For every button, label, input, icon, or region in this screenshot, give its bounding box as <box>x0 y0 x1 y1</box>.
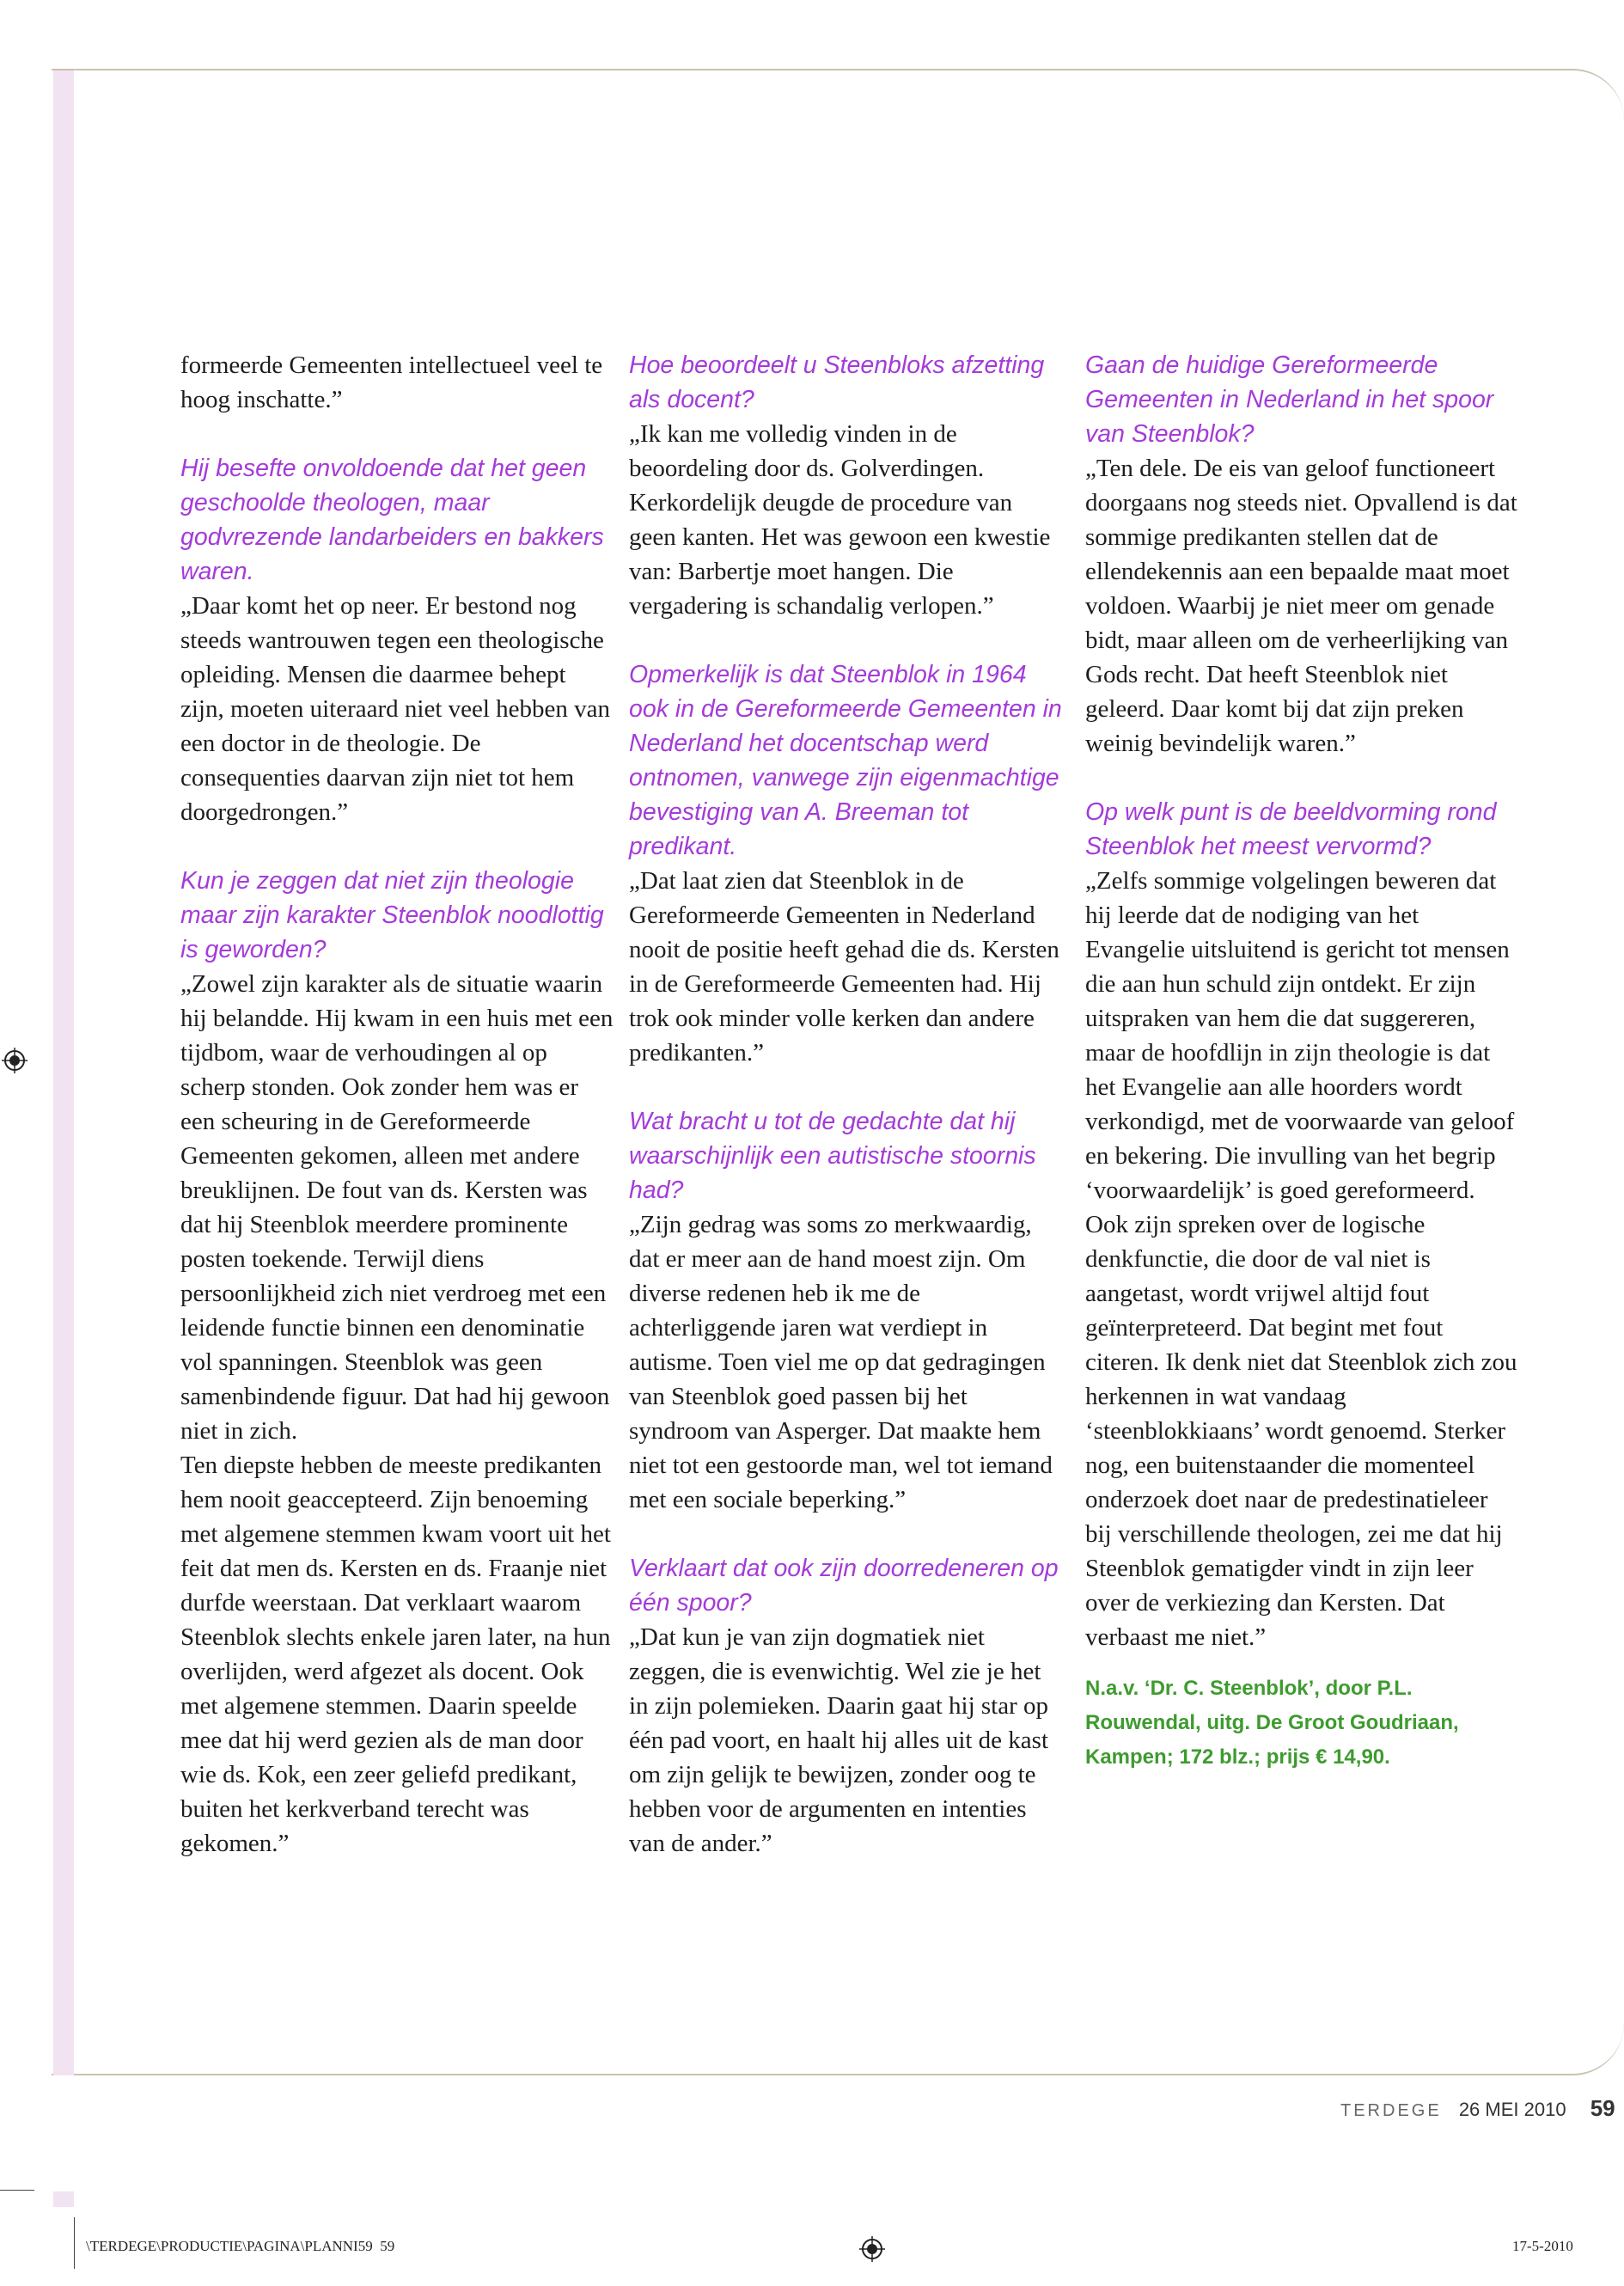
magazine-name: TERDEGE <box>1340 2101 1442 2120</box>
interview-answer: „Zijn gedrag was soms zo merkwaardig, dat er meer aan de hand moest zijn. Om diverse redenen heb ik me de achterliggende jaren wat verdiept in autisme. Toen viel me op dat gedragingen van Steenblok goed passen bij het syndroom van Asperger. Dat maakte hem niet tot een gestoorde man, wel tot iemand met een sociale beperking.” <box>629 1211 1053 1513</box>
registration-mark-icon <box>859 2236 885 2262</box>
slug-file-path: \TERDEGE\PRODUCTIE\PAGINA\PLANNI59 <box>86 2238 373 2254</box>
page-number: 59 <box>1590 2095 1615 2121</box>
stripe-swatch <box>53 2191 74 2207</box>
crop-mark <box>74 2217 75 2269</box>
issue-date: 26 MEI 2010 <box>1458 2099 1566 2120</box>
article-column-1 <box>180 348 614 1895</box>
article-column-2 <box>629 348 1063 1895</box>
print-slug <box>86 2238 394 2255</box>
side-stripe <box>53 70 74 2075</box>
interview-answer: „Dat laat zien dat Steenblok in de Gereformeerde Gemeenten in Nederland nooit de positie heeft gehad die ds. Kersten in de Gereformeerde Gemeenten had. Hij trok ook minder volle kerken dan andere predikanten.” <box>629 867 1059 1067</box>
interview-answer: „Zelfs sommige volgelingen beweren dat hij leerde dat de nodiging van het Evangelie uitsluitend is gericht tot mensen die aan hun schuld zijn ontdekt. Er zijn uitspraken van hem die dat suggereren, maar de hoofdlijn in zijn theologie is dat het Evangelie aan alle hoorders wordt verkondigd, met de voorwaarde van geloof en bekering. Die invulling van het begrip ‘voorwaardelijk’ is goed gereformeerd. Ook zijn spreken over de logische denkfunctie, die door de val niet is aangetast, wordt vrijwel altijd fout geïnterpreteerd. Dat begint met fout citeren. Ik denk niet dat Steenblok zich zou herkennen in wat vandaag ‘steenblokkiaans’ wordt genoemd. Sterker nog, een buitenstaander die momenteel onderzoek doet naar de predestinatieleer bij verschillende theologen, zei me dat hij Steenblok gematigder vindt in zijn leer over de verkiezing dan Kersten. Dat verbaast me niet.” <box>1085 867 1517 1651</box>
interview-question: Op welk punt is de beeldvorming rond Steenblok het meest vervormd? <box>1085 798 1497 860</box>
interview-answer: „Ik kan me volledig vinden in de beoordeling door ds. Golverdingen. Kerkordelijk deugde de procedure van geen kanten. Het was gewoon een kwestie van: Barbertje moet hangen. Die vergadering is schandalig verlopen.” <box>629 420 1051 620</box>
slug-page: 59 <box>380 2238 395 2254</box>
interview-answer: „Dat kun je van zijn dogmatiek niet zeggen, die is evenwichtig. Wel zie je het in zijn polemieken. Daarin gaat hij star op één pad voort, en haalt hij alles uit de kast om zijn gelijk te bewijzen, zonder oog te hebben voor de argumenten en intenties van de ander.” <box>629 1623 1049 1857</box>
registration-mark-icon <box>2 1048 27 1073</box>
interview-answer: „Ten dele. De eis van geloof functioneert doorgaans nog steeds niet. Opvallend is dat sommige predikanten stellen dat de ellendekennis aan een bepaalde maat moet voldoen. Waarbij je niet meer om genade bidt, maar alleen om de verheerlijking van Gods recht. Dat heeft Steenblok niet geleerd. Daar komt bij dat zijn preken weinig bevindelijk waren.” <box>1085 455 1517 757</box>
paragraph: formeerde Gemeenten intellectueel veel te hoog inschatte.” <box>180 351 603 413</box>
interview-answer: „Daar komt het op neer. Er bestond nog steeds wantrouwen tegen een theologische opleiding. Mensen die daarmee behept zijn, moeten uiteraard niet veel hebben van een doctor in de theologie. De consequenties daarvan zijn niet tot hem doorgedrongen.” <box>180 592 611 826</box>
interview-question: Kun je zeggen dat niet zijn theologie maar zijn karakter Steenblok noodlottig is geworden? <box>180 867 604 963</box>
article-column-3 <box>1085 348 1519 1775</box>
interview-question: Opmerkelijk is dat Steenblok in 1964 ook in de Gereformeerde Gemeenten in Nederland het docentschap werd ontnomen, vanwege zijn eigenmachtige bevestiging van A. Breeman tot predikant. <box>629 661 1062 860</box>
interview-question: Hij besefte onvoldoende dat het geen geschoolde theologen, maar godvrezende landarbeiders en bakkers waren. <box>180 455 604 585</box>
interview-question: Wat bracht u tot de gedachte dat hij waarschijnlijk een autistische stoornis had? <box>629 1108 1036 1204</box>
interview-answer: Ten diepste hebben de meeste predikanten hem nooit geaccepteerd. Zijn benoeming met algemene stemmen kwam voort uit het feit dat men ds. Kersten en ds. Fraanje niet durfde weerstaan. Dat verklaart waarom Steenblok slechts enkele jaren later, na hun overlijden, werd afgezet als docent. Ook met algemene stemmen. Daarin speelde mee dat hij werd gezien als de man door wie ds. Kok, een zeer geliefd predikant, buiten het kerkverband terecht was gekomen.” <box>180 1452 611 1857</box>
page-footer <box>1340 2095 1615 2122</box>
interview-answer: „Zowel zijn karakter als de situatie waarin hij belandde. Hij kwam in een huis met een tijdbom, waar de verhoudingen al op scherp stonden. Ook zonder hem was er een scheuring in de Gereformeerde Gemeenten gekomen, alleen met andere breuklijnen. De fout van ds. Kersten was dat hij Steenblok meerdere prominente posten toekende. Terwijl diens persoonlijkheid zich niet verdroeg met een leidende functie binnen een denominatie vol spanningen. Steenblok was geen samenbindende figuur. Dat had hij gewoon niet in zich. <box>180 970 614 1445</box>
slug-date: 17-5-2010 <box>1512 2238 1573 2254</box>
interview-question: Gaan de huidige Gereformeerde Gemeenten in Nederland in het spoor van Steenblok? <box>1085 351 1494 448</box>
interview-question: Hoe beoordeelt u Steenbloks afzetting als docent? <box>629 351 1045 413</box>
crop-mark <box>0 2190 34 2191</box>
book-source-credit: N.a.v. ‘Dr. C. Steenblok’, door P.L. Rouwendal, uitg. De Groot Goudriaan, Kampen; 172 blz.; prijs € 14,90. <box>1085 1677 1459 1769</box>
interview-question: Verklaart dat ook zijn doorredeneren op één spoor? <box>629 1555 1059 1617</box>
